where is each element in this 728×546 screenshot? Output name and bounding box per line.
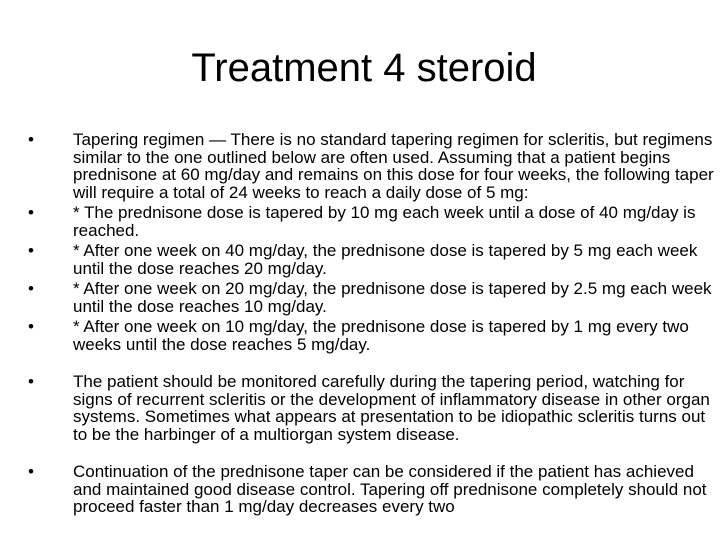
- bullet-item: [22, 280, 716, 315]
- bullet-dot-icon: •: [28, 279, 34, 298]
- bullet-dot-icon: •: [28, 241, 34, 260]
- bullet-text: The patient should be monitored carefully during the tapering period, watching for signs of recurrent scleritis or the development of inflammatory disease in other organ systems. Sometimes what appears at presentation to be idiopathic scleritis turns out to be the harbinger of a multiorgan system disease.: [73, 372, 710, 444]
- bullet-dot-icon: •: [28, 462, 34, 481]
- bullet-item: [22, 463, 716, 516]
- bullet-dot-icon: •: [28, 372, 34, 391]
- bullet-text: * After one week on 10 mg/day, the prednisone dose is tapered by 1 mg every two weeks until the dose reaches 5 mg/day.: [73, 317, 689, 354]
- slide-title: Treatment 4 steroid: [191, 46, 537, 90]
- bullet-dot-icon: •: [28, 203, 34, 222]
- bullet-item: [22, 131, 716, 201]
- bullet-list: [22, 131, 716, 519]
- bullet-item: [22, 318, 716, 353]
- bullet-item: [22, 373, 716, 443]
- bullet-text: * After one week on 20 mg/day, the prednisone dose is tapered by 2.5 mg each week until the dose reaches 10 mg/day.: [73, 279, 712, 316]
- bullet-dot-icon: •: [28, 317, 34, 336]
- bullet-text: * The prednisone dose is tapered by 10 mg each week until a dose of 40 mg/day is reached.: [73, 203, 696, 240]
- bullet-text: Tapering regimen — There is no standard tapering regimen for scleritis, but regimens similar to the one outlined below are often used. Assuming that a patient begins prednisone at 60 mg/day and remains on this dose for four weeks, the following taper will require a total of 24 weeks to reach a daily dose of 5 mg:: [73, 130, 714, 202]
- bullet-text: * After one week on 40 mg/day, the prednisone dose is tapered by 5 mg each week until the dose reaches 20 mg/day.: [73, 241, 698, 278]
- bullet-item: [22, 242, 716, 277]
- bullet-item: [22, 204, 716, 239]
- bullet-text: Continuation of the prednisone taper can be considered if the patient has achieved and maintained good disease control. Tapering off prednisone completely should not proceed faster than 1 mg/day decreases every two: [73, 462, 707, 516]
- bullet-dot-icon: •: [28, 130, 34, 149]
